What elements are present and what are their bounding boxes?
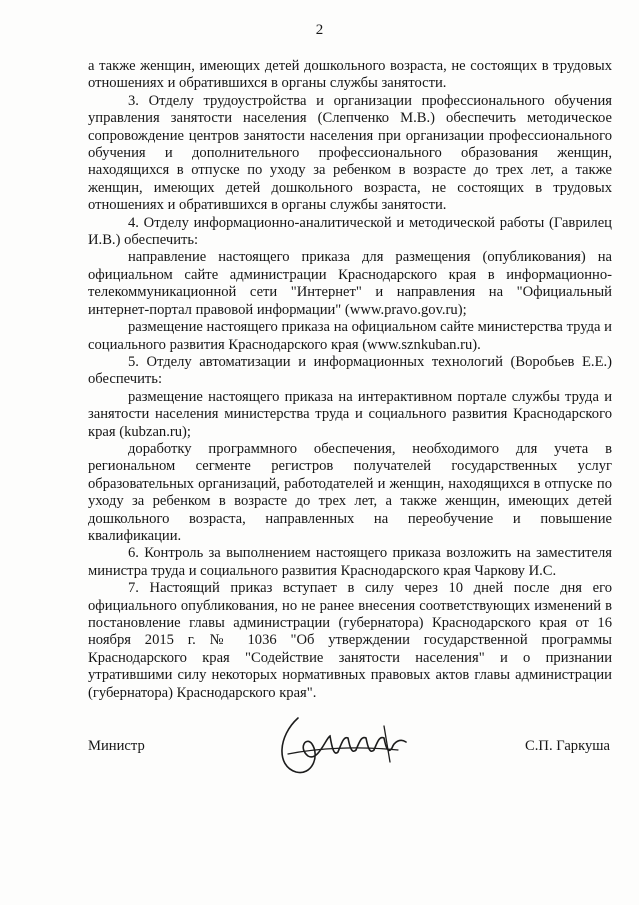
- document-body: [88, 58, 612, 702]
- paragraph-item-4: 4. Отделу информационно-аналитической и методической работы (Гаврилец И.В.) обеспечить:: [88, 214, 612, 249]
- signatory-name: С.П. Гаркуша: [525, 738, 610, 754]
- paragraph-item-5: 5. Отделу автоматизации и информационных технологий (Воробьев Е.Е.) обеспечить:: [88, 353, 612, 388]
- paragraph-item-5-software: доработку программного обеспечения, необходимого для учета в региональном сегменте регистров получателей государственных услуг образовательных организаций, работодателей и женщин, находящихся в отпуске по уходу за ребенком в возрасте до трех лет, а также женщин, имеющих детей дошкольного возраста, направленных на переобучение и повышение квалификации.: [88, 440, 612, 544]
- signature-block: [88, 730, 612, 790]
- paragraph-item-7: 7. Настоящий приказ вступает в силу через 10 дней после дня его официального опубликования, но не ранее внесения соответствующих изменений в постановление главы администрации (губернатора) Краснодарского края от 16 ноября 2015 г. № 1036 "Об утверждении государственной программы Краснодарского края "Содействие занятости населения" и о признании утратившими силу некоторых нормативных правовых актов главы администрации (губернатора) Краснодарского края".: [88, 580, 612, 701]
- paragraph-item-4-site: размещение настоящего приказа на официальном сайте министерства труда и социального развития Краснодарского края (www.sznkuban.ru).: [88, 319, 612, 353]
- page-number: 2: [315, 22, 324, 38]
- paragraph-item-6: 6. Контроль за выполнением настоящего приказа возложить на заместителя министра труда и социального развития Краснодарского края Чаркову И.С.: [88, 545, 612, 579]
- paragraph-item-4-publication: направление настоящего приказа для размещения (опубликования) на официальном сайте администрации Краснодарского края в информационно-телекоммуникационной сети "Интернет" и направления на "Официальный интернет-портал правовой информации" (www.pravo.gov.ru);: [88, 249, 612, 318]
- paragraph-continuation: а также женщин, имеющих детей дошкольного возраста, не состоящих в трудовых отношениях и обратившихся в органы службы занятости.: [88, 58, 612, 92]
- paragraph-item-5-portal: размещение настоящего приказа на интерактивном портале службы труда и занятости населения министерства труда и социального развития Краснодарского края (kubzan.ru);: [88, 388, 612, 440]
- signatory-title: Министр: [88, 738, 145, 754]
- handwritten-signature: [268, 696, 418, 786]
- paragraph-item-3: 3. Отделу трудоустройства и организации профессионального обучения управления занятости населения (Слепченко М.В.) обеспечить методическое сопровождение центров занятости населения при организации профессионального обучения и дополнительного профессионального образования женщин, находящихся в отпуске по уходу за ребенком в возрасте до трех лет, а также женщин, имеющих детей дошкольного возраста, не состоящих в трудовых отношениях и обратившихся в органы службы занятости.: [88, 92, 612, 214]
